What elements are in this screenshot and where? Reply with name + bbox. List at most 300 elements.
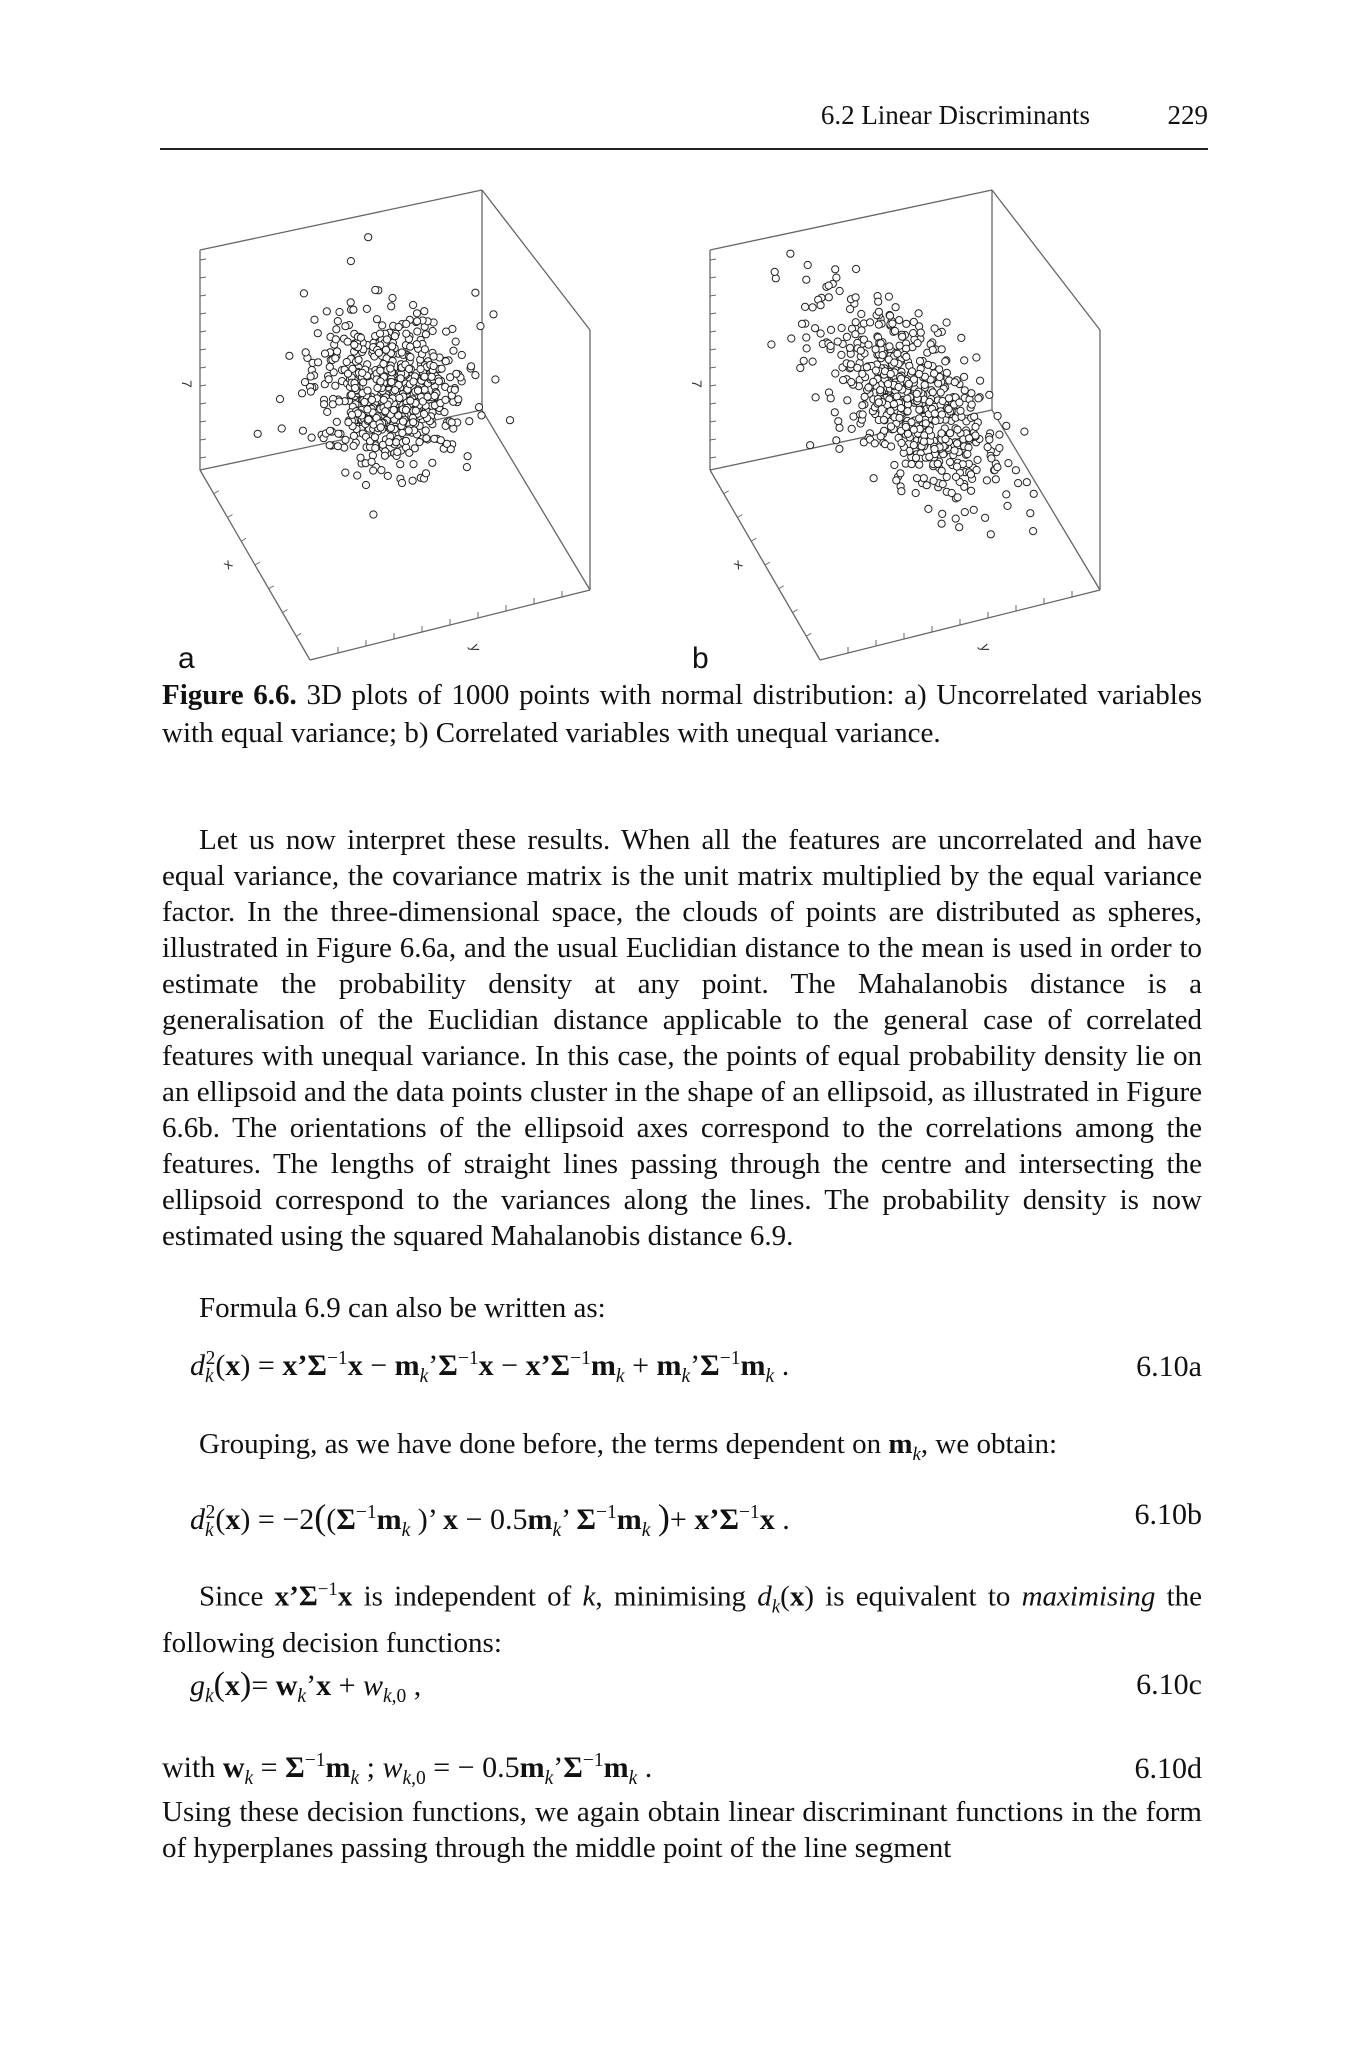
panel-a-box-edge	[482, 410, 590, 590]
panel-b-data-point	[1021, 428, 1028, 435]
grouping-text-after: , we obtain:	[920, 1428, 1057, 1460]
panel-b-data-point	[951, 447, 958, 454]
panel-a-data-point	[361, 398, 368, 405]
panel-b-data-point	[847, 361, 854, 368]
panel-a-data-point	[254, 430, 261, 437]
panel-a-data-point	[365, 234, 372, 241]
panel-a-data-point	[381, 452, 388, 459]
panel-b-tick	[710, 313, 716, 314]
panel-b-data-point	[899, 333, 906, 340]
panel-a-tick	[228, 515, 233, 518]
panel-a-data-point	[362, 481, 369, 488]
panel-b-data-point	[891, 461, 898, 468]
panel-a-data-point	[451, 386, 458, 393]
panel-b-data-point	[895, 383, 902, 390]
panel-b-data-point	[836, 424, 843, 431]
panel-a-data-point	[430, 353, 437, 360]
panel-a-data-point	[386, 439, 393, 446]
panel-a-data-point	[378, 467, 385, 474]
panel-b-data-point	[836, 445, 843, 452]
panel-b-data-point	[922, 420, 929, 427]
panel-a-data-point	[376, 330, 383, 337]
panel-b-data-point	[994, 412, 1001, 419]
panel-a-data-point	[421, 308, 428, 315]
panel-a-data-point	[423, 435, 430, 442]
panel-a-data-point	[364, 406, 371, 413]
panel-b-data-point	[938, 430, 945, 437]
panel-b-data-point	[902, 423, 909, 430]
panel-a-axis-label-vertical: 7	[179, 380, 195, 388]
panel-a-data-point	[458, 351, 465, 358]
panel-a-data-point	[450, 347, 457, 354]
panel-a-tick	[241, 538, 246, 541]
panel-b-data-point	[914, 340, 921, 347]
figure-3d-plots	[160, 180, 1208, 680]
panel-b-data-point	[973, 466, 980, 473]
panel-b-data-point	[833, 437, 840, 444]
panel-b-data-point	[1003, 422, 1010, 429]
panel-b-data-point	[983, 477, 990, 484]
panel-b-data-point	[897, 470, 904, 477]
panel-b-data-point	[896, 414, 903, 421]
panel-a-data-point	[422, 470, 429, 477]
panel-b-data-point	[898, 375, 905, 382]
panel-b-data-point	[1003, 491, 1010, 498]
panel-b-data-point	[903, 320, 910, 327]
panel-a-data-point	[403, 320, 410, 327]
running-header	[160, 100, 1208, 140]
panel-b-data-point	[939, 481, 946, 488]
panel-a-data-point	[344, 338, 351, 345]
paragraph-decision-functions: Using these decision functions, we again obtain linear discriminant functions in the form of hyperplanes passing through the middle point of the line segment	[162, 1796, 1202, 1864]
panel-b-data-point	[803, 276, 810, 283]
equation-6-10c	[190, 1666, 1202, 1716]
panel-a-data-point	[410, 378, 417, 385]
panel-a-data-point	[475, 404, 482, 411]
panel-b-data-point	[885, 293, 892, 300]
panel-b-tick	[710, 385, 716, 386]
panel-a-data-point	[421, 410, 428, 417]
panel-b-axis-label-horizontal: y	[977, 641, 995, 654]
panel-a-data-point	[414, 387, 421, 394]
panel-b-axis-label-depth: x	[729, 555, 746, 573]
panel-a-tick	[255, 562, 260, 565]
panel-a-data-point	[421, 373, 428, 380]
panel-a-data-point	[301, 379, 308, 386]
panel-a-data-point	[286, 352, 293, 359]
panel-b-data-point	[938, 411, 945, 418]
panel-b-data-point	[996, 444, 1003, 451]
panel-b-data-point	[888, 443, 895, 450]
panel-b-data-point	[926, 453, 933, 460]
equation-6-10b-expression: $d_k^2(x) = -2((\Sigma^{-1}m_k$ )’ $x - 0.5m_k$’ $\Sigma^{-1}m_k$ )+ $x’\Sigma^{-1}x$ .	[190, 1497, 790, 1541]
panel-b-tick	[779, 586, 784, 589]
panel-a-data-point	[400, 418, 407, 425]
panel-b-data-point	[865, 341, 872, 348]
panel-b-data-point	[1030, 528, 1037, 535]
panel-b-data-point	[889, 320, 896, 327]
panel-b-data-point	[768, 341, 775, 348]
panel-b-data-point	[938, 520, 945, 527]
equation-number-6-10a: 6.10a	[1136, 1350, 1202, 1383]
panel-b-data-point	[996, 431, 1003, 438]
panel-a-data-point	[323, 308, 330, 315]
panel-a-data-point	[314, 330, 321, 337]
panel-b-data-point	[961, 509, 968, 516]
panel-b-data-point	[840, 377, 847, 384]
panel-a-data-point	[405, 365, 412, 372]
panel-b-data-point	[771, 268, 778, 275]
panel-b-data-point	[951, 379, 958, 386]
panel-b-data-point	[961, 357, 968, 364]
panel-a-data-point	[336, 398, 343, 405]
panel-b-data-point	[898, 488, 905, 495]
panel-a-data-point	[492, 376, 499, 383]
since-maximising: maximising	[1021, 1580, 1156, 1613]
panel-a-data-point	[351, 341, 358, 348]
panel-b-data-point	[938, 346, 945, 353]
panel-a-data-point	[403, 330, 410, 337]
panel-b-data-point	[880, 416, 887, 423]
panel-a-data-point	[373, 316, 380, 323]
panel-b-data-point	[825, 282, 832, 289]
panel-b-data-point	[916, 406, 923, 413]
panel-b-data-point	[853, 265, 860, 272]
panel-a-data-point	[342, 323, 349, 330]
panel-b-data-point	[836, 287, 843, 294]
panel-b-box-edge	[992, 190, 1100, 330]
panel-a-data-point	[370, 511, 377, 518]
panel-a-data-point	[372, 445, 379, 452]
panel-a-data-point	[343, 358, 350, 365]
panel-b-data-point	[908, 461, 915, 468]
panel-b-tick	[710, 403, 716, 404]
panel-a-data-point	[472, 289, 479, 296]
panel-a-data-point	[455, 396, 462, 403]
panel-b-data-point	[966, 435, 973, 442]
figure-6-6	[160, 180, 1208, 680]
panel-a-tick	[200, 385, 206, 386]
panel-b-data-point	[797, 364, 804, 371]
panel-b-data-point	[984, 444, 991, 451]
panel-a-data-point	[412, 407, 419, 414]
caption-text: 3D plots of 1000 points with normal distribution: a) Uncorrelated variables with equal variance; b) Correlated variables with unequal variance.	[162, 679, 1202, 749]
panel-b-data-point	[893, 477, 900, 484]
panel-a-data-point	[380, 360, 387, 367]
panel-a-tick	[200, 421, 206, 422]
panel-a-tick	[200, 313, 206, 314]
panel-b-data-point	[938, 467, 945, 474]
panel-b-tick	[710, 277, 716, 278]
panel-b-data-point	[833, 274, 840, 281]
panel-b-data-point	[877, 433, 884, 440]
panel-a-data-point	[389, 294, 396, 301]
panel-b-box-edge	[710, 190, 992, 250]
panel-b-data-point	[1004, 502, 1011, 509]
panel-a-tick	[200, 457, 206, 458]
panel-b-data-point	[858, 310, 865, 317]
panel-a-data-point	[326, 363, 333, 370]
panel-b-data-point	[923, 482, 930, 489]
panel-b-data-point	[909, 368, 916, 375]
panel-a-data-point	[410, 461, 417, 468]
panel-b-data-point	[887, 370, 894, 377]
panel-a-data-point	[333, 326, 340, 333]
panel-b-data-point	[898, 439, 905, 446]
panel-b-data-point	[817, 302, 824, 309]
panel-a-data-point	[384, 472, 391, 479]
panel-b-data-point	[891, 327, 898, 334]
panel-a-data-point	[352, 384, 359, 391]
panel-b-tick	[724, 491, 729, 494]
caption-label: Figure 6.6.	[162, 679, 297, 711]
panel-b-data-point	[943, 473, 950, 480]
panel-b-data-point	[913, 390, 920, 397]
panel-a-tick	[200, 349, 206, 350]
panel-a-data-point	[364, 387, 371, 394]
panel-b-tick	[710, 439, 716, 440]
panel-b-tick	[710, 367, 716, 368]
panel-b-data-point	[952, 473, 959, 480]
panel-a-data-point	[402, 437, 409, 444]
panel-a-data-point	[399, 429, 406, 436]
panel-a-data-point	[335, 430, 342, 437]
panel-a-data-point	[442, 358, 449, 365]
panel-a-label: a	[178, 642, 195, 675]
panel-b-data-point	[859, 402, 866, 409]
panel-a-data-point	[344, 370, 351, 377]
panel-b-label: b	[692, 642, 709, 675]
panel-a-tick	[283, 610, 288, 613]
panel-b-data-point	[942, 358, 949, 365]
panel-a-data-point	[388, 379, 395, 386]
panel-b-axis-label-vertical: 7	[689, 380, 705, 388]
panel-a-box-edge	[482, 190, 590, 330]
since-equiv: is equivalent to	[813, 1580, 1022, 1613]
panel-b-data-point	[931, 325, 938, 332]
panel-a-data-point	[278, 425, 285, 432]
since-end: the following decision functions:	[162, 1580, 1202, 1660]
panel-b-data-point	[859, 370, 866, 377]
panel-a-data-point	[354, 472, 361, 479]
panel-a-data-point	[429, 459, 436, 466]
since-minimising: , minimising	[595, 1580, 758, 1613]
panel-a-data-point	[392, 387, 399, 394]
panel-a-data-point	[325, 376, 332, 383]
panel-b-data-point	[926, 398, 933, 405]
panel-b-data-point	[910, 330, 917, 337]
panel-a-data-point	[414, 318, 421, 325]
panel-a-data-point	[300, 290, 307, 297]
panel-b-tick	[806, 633, 811, 636]
panel-b-data-point	[916, 358, 923, 365]
panel-a-data-point	[402, 406, 409, 413]
panel-b-data-point	[970, 506, 977, 513]
panel-b-tick	[710, 349, 716, 350]
panel-a-tick	[200, 439, 206, 440]
panel-b-data-point	[812, 325, 819, 332]
panel-b-data-point	[825, 294, 832, 301]
panel-a-data-point	[397, 375, 404, 382]
panel-b-data-point	[968, 401, 975, 408]
panel-a-data-point	[342, 469, 349, 476]
panel-b-data-point	[894, 350, 901, 357]
panel-a-data-point	[428, 373, 435, 380]
panel-a-data-point	[429, 327, 436, 334]
panel-b-data-point	[832, 266, 839, 273]
panel-a-data-point	[424, 393, 431, 400]
panel-a-data-point	[336, 308, 343, 315]
panel-b-tick	[765, 562, 770, 565]
panel-a-data-point	[430, 362, 437, 369]
panel-b-data-point	[848, 425, 855, 432]
panel-a-data-point	[413, 310, 420, 317]
panel-a-data-point	[387, 365, 394, 372]
panel-b-data-point	[973, 354, 980, 361]
panel-a-data-point	[448, 419, 455, 426]
panel-b-data-point	[954, 426, 961, 433]
panel-b-data-point	[831, 409, 838, 416]
panel-a-tick	[200, 367, 206, 368]
panel-a-data-point	[311, 316, 318, 323]
panel-b-data-point	[961, 373, 968, 380]
equation-6-10b	[190, 1496, 1202, 1546]
panel-b-data-point	[904, 430, 911, 437]
panel-a-data-point	[348, 411, 355, 418]
panel-a-data-point	[437, 437, 444, 444]
panel-a-data-point	[383, 336, 390, 343]
panel-b-data-point	[846, 344, 853, 351]
panel-a-data-point	[365, 416, 372, 423]
panel-b-data-point	[947, 430, 954, 437]
panel-a-data-point	[347, 299, 354, 306]
equation-6-10d	[162, 1750, 1202, 1800]
panel-b-data-point	[835, 418, 842, 425]
panel-a-data-point	[431, 392, 438, 399]
panel-a-data-point	[466, 418, 473, 425]
panel-b-data-point	[1030, 490, 1037, 497]
panel-a-data-point	[324, 408, 331, 415]
panel-a-tick	[200, 277, 206, 278]
panel-b-data-point	[884, 380, 891, 387]
panel-a-data-point	[307, 388, 314, 395]
panel-b-data-point	[971, 413, 978, 420]
panel-b-data-point	[870, 475, 877, 482]
panel-a-data-point	[321, 350, 328, 357]
panel-a-data-point	[407, 354, 414, 361]
panel-a-data-point	[396, 394, 403, 401]
panel-b-data-point	[946, 459, 953, 466]
panel-a-axis-label-horizontal: y	[467, 641, 485, 654]
panel-a-data-point	[438, 365, 445, 372]
panel-a-tick	[214, 491, 219, 494]
panel-b-data-point	[1023, 479, 1030, 486]
panel-b-data-point	[912, 489, 919, 496]
paragraph-formula-intro: Formula 6.9 can also be written as:	[199, 1292, 606, 1324]
panel-b-data-point	[896, 342, 903, 349]
panel-b-data-point	[870, 378, 877, 385]
panel-a-data-point	[355, 356, 362, 363]
panel-a-data-point	[371, 434, 378, 441]
panel-a-data-point	[409, 477, 416, 484]
panel-a-axis-label-depth: x	[219, 555, 236, 573]
panel-a-data-point	[478, 412, 485, 419]
panel-b-data-point	[904, 408, 911, 415]
panel-a-tick	[269, 586, 274, 589]
panel-a-data-point	[397, 461, 404, 468]
panel-b-tick	[738, 515, 743, 518]
panel-a-data-point	[398, 479, 405, 486]
panel-b-data-point	[838, 351, 845, 358]
panel-b-data-point	[929, 389, 936, 396]
panel-b-data-point	[832, 370, 839, 377]
since-mid-text: is independent of	[352, 1580, 583, 1613]
panel-b-data-point	[827, 326, 834, 333]
panel-a-data-point	[370, 467, 377, 474]
panel-b-data-point	[987, 531, 994, 538]
panel-b-data-point	[827, 395, 834, 402]
since-text: Since	[199, 1580, 275, 1613]
panel-a-data-point	[334, 443, 341, 450]
panel-b-data-point	[809, 304, 816, 311]
panel-b-data-point	[875, 298, 882, 305]
panel-a-box-edge	[200, 190, 482, 250]
panel-b-data-point	[857, 347, 864, 354]
panel-b-data-point	[932, 417, 939, 424]
panel-b-data-point	[844, 397, 851, 404]
panel-a-tick	[200, 331, 206, 332]
panel-b-box-edge	[992, 410, 1100, 590]
panel-b-data-point	[892, 304, 899, 311]
panel-a-data-point	[442, 396, 449, 403]
panel-a-data-point	[350, 432, 357, 439]
panel-b-data-point	[968, 390, 975, 397]
panel-b-data-point	[1015, 480, 1022, 487]
panel-b-data-point	[852, 319, 859, 326]
panel-b-data-point	[915, 310, 922, 317]
panel-a-data-point	[443, 328, 450, 335]
panel-b-data-point	[879, 352, 886, 359]
panel-b-data-point	[838, 324, 845, 331]
panel-b-data-point	[958, 334, 965, 341]
panel-b-data-point	[897, 405, 904, 412]
panel-b-data-point	[807, 442, 814, 449]
panel-a-data-point	[393, 439, 400, 446]
panel-a-data-point	[299, 427, 306, 434]
panel-a-data-point	[431, 435, 438, 442]
panel-a-data-point	[377, 367, 384, 374]
panel-b-data-point	[787, 250, 794, 257]
panel-a-data-point	[363, 305, 370, 312]
panel-a-data-point	[359, 369, 366, 376]
panel-b-data-point	[848, 379, 855, 386]
panel-a-data-point	[321, 401, 328, 408]
panel-b-data-point	[871, 440, 878, 447]
panel-a-data-point	[375, 349, 382, 356]
panel-b-data-point	[988, 455, 995, 462]
panel-a-data-point	[414, 328, 421, 335]
panel-a-data-point	[506, 417, 513, 424]
panel-a-tick	[296, 633, 301, 636]
panel-a-data-point	[394, 448, 401, 455]
panel-a-data-point	[308, 434, 315, 441]
panel-b-data-point	[916, 415, 923, 422]
panel-b-tick	[793, 610, 798, 613]
panel-b-data-point	[929, 346, 936, 353]
panel-a-data-point	[435, 378, 442, 385]
panel-b-data-point	[974, 456, 981, 463]
panel-b-data-point	[803, 345, 810, 352]
